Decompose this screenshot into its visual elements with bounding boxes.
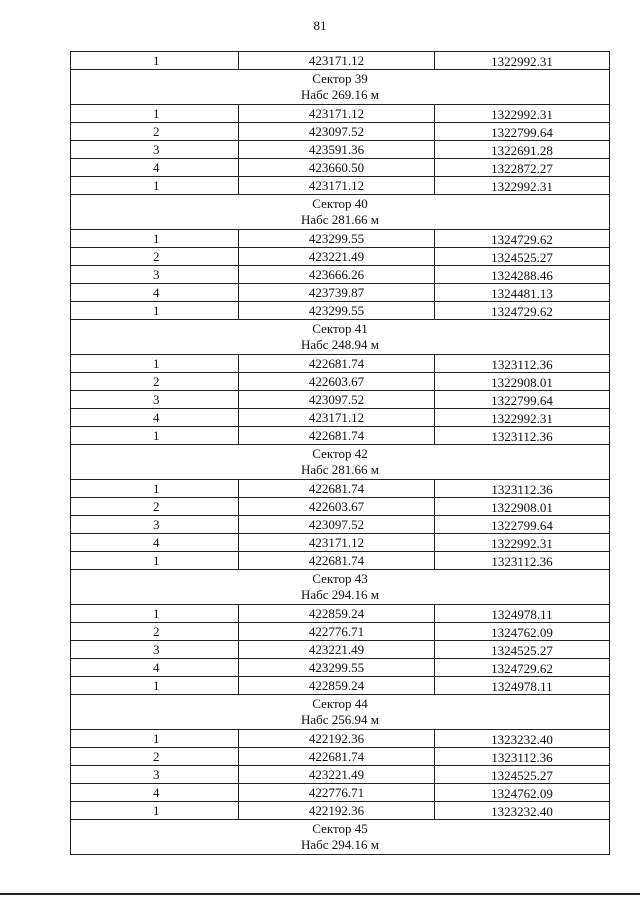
y-coordinate-cell: 1324978.11 [435,605,610,623]
y-coordinate-cell: 1324288.46 [435,266,610,284]
sector-header [71,195,610,230]
x-coordinate-cell: 423171.12 [239,534,435,552]
point-number-cell: 4 [71,409,239,427]
sector-header [71,445,610,480]
x-coordinate-cell: 422776.71 [239,784,435,802]
x-coordinate-cell: 423171.12 [239,105,435,123]
table-row [71,123,610,141]
y-coordinate-cell: 1324762.09 [435,784,610,802]
sector-header [71,70,610,105]
sector-title: Сектор 41 [312,321,368,336]
x-coordinate-cell: 423660.50 [239,159,435,177]
table-row [71,730,610,748]
y-coordinate-cell: 1322691.28 [435,141,610,159]
point-number-cell: 1 [71,302,239,320]
y-coordinate-cell: 1324762.09 [435,623,610,641]
y-coordinate-cell: 1324729.62 [435,230,610,248]
sector-header [71,695,610,730]
table-row [71,677,610,695]
table-row [71,784,610,802]
point-number-cell: 4 [71,659,239,677]
table-row [71,355,610,373]
y-coordinate-cell: 1322992.31 [435,177,610,195]
y-coordinate-cell: 1322908.01 [435,373,610,391]
table-row [71,284,610,302]
y-coordinate-cell: 1323232.40 [435,802,610,820]
y-coordinate-cell: 1322908.01 [435,498,610,516]
x-coordinate-cell: 423171.12 [239,177,435,195]
y-coordinate-cell: 1324729.62 [435,659,610,677]
sector-height: Набс 248.94 м [300,337,380,352]
table-row [71,605,610,623]
x-coordinate-cell: 423739.87 [239,284,435,302]
table-row [71,498,610,516]
y-coordinate-cell: 1324978.11 [435,677,610,695]
table-row [71,266,610,284]
x-coordinate-cell: 422681.74 [239,480,435,498]
sector-title: Сектор 45 [312,821,368,836]
x-coordinate-cell: 422681.74 [239,427,435,445]
point-number-cell: 1 [71,552,239,570]
point-number-cell: 2 [71,373,239,391]
point-number-cell: 2 [71,623,239,641]
table-row [71,141,610,159]
y-coordinate-cell: 1324525.27 [435,766,610,784]
page-bottom-edge [0,893,640,895]
x-coordinate-cell: 422192.36 [239,730,435,748]
table-row [71,480,610,498]
point-number-cell: 1 [71,355,239,373]
table-row [71,409,610,427]
x-coordinate-cell: 423097.52 [239,123,435,141]
sector-header [71,570,610,605]
point-number-cell: 4 [71,284,239,302]
point-number-cell: 4 [71,159,239,177]
table-row [71,427,610,445]
point-number-cell: 3 [71,641,239,659]
sector-header-row [71,195,610,230]
y-coordinate-cell: 1323112.36 [435,355,610,373]
y-coordinate-cell: 1322799.64 [435,391,610,409]
y-coordinate-cell: 1322799.64 [435,123,610,141]
x-coordinate-cell: 423171.12 [239,52,435,70]
point-number-cell: 3 [71,266,239,284]
y-coordinate-cell: 1322799.64 [435,516,610,534]
x-coordinate-cell: 423221.49 [239,766,435,784]
point-number-cell: 1 [71,105,239,123]
table-row [71,52,610,70]
point-number-cell: 3 [71,766,239,784]
x-coordinate-cell: 422859.24 [239,677,435,695]
y-coordinate-cell: 1322992.31 [435,52,610,70]
sector-title: Сектор 44 [312,696,368,711]
table-row [71,105,610,123]
x-coordinate-cell: 422859.24 [239,605,435,623]
table-row [71,391,610,409]
x-coordinate-cell: 422603.67 [239,498,435,516]
y-coordinate-cell: 1323112.36 [435,748,610,766]
coordinates-table [70,51,610,855]
y-coordinate-cell: 1322992.31 [435,534,610,552]
table-row [71,641,610,659]
x-coordinate-cell: 423666.26 [239,266,435,284]
table-row [71,516,610,534]
table-row [71,623,610,641]
point-number-cell: 3 [71,391,239,409]
table-row [71,552,610,570]
point-number-cell: 4 [71,784,239,802]
table-row [71,230,610,248]
table-row [71,302,610,320]
sector-header-row [71,570,610,605]
point-number-cell: 3 [71,516,239,534]
table-row [71,659,610,677]
x-coordinate-cell: 423299.55 [239,230,435,248]
point-number-cell: 4 [71,534,239,552]
sector-title: Сектор 40 [312,196,368,211]
y-coordinate-cell: 1323112.36 [435,480,610,498]
sector-header-row [71,70,610,105]
point-number-cell: 1 [71,677,239,695]
y-coordinate-cell: 1324729.62 [435,302,610,320]
y-coordinate-cell: 1322872.27 [435,159,610,177]
point-number-cell: 2 [71,748,239,766]
sector-height: Набс 281.66 м [300,462,380,477]
x-coordinate-cell: 423591.36 [239,141,435,159]
point-number-cell: 3 [71,141,239,159]
x-coordinate-cell: 423221.49 [239,248,435,266]
point-number-cell: 1 [71,427,239,445]
y-coordinate-cell: 1323112.36 [435,552,610,570]
sector-title: Сектор 43 [312,571,368,586]
table-row [71,748,610,766]
sector-header-row [71,820,610,855]
point-number-cell: 1 [71,230,239,248]
x-coordinate-cell: 423221.49 [239,641,435,659]
table-row [71,159,610,177]
y-coordinate-cell: 1323112.36 [435,427,610,445]
table-row [71,248,610,266]
x-coordinate-cell: 423097.52 [239,516,435,534]
sector-title: Сектор 42 [312,446,368,461]
x-coordinate-cell: 422603.67 [239,373,435,391]
coordinates-table-body [71,52,610,855]
y-coordinate-cell: 1324481.13 [435,284,610,302]
x-coordinate-cell: 422681.74 [239,748,435,766]
x-coordinate-cell: 422681.74 [239,355,435,373]
x-coordinate-cell: 422776.71 [239,623,435,641]
table-row [71,373,610,391]
table-row [71,177,610,195]
sector-header-row [71,320,610,355]
point-number-cell: 2 [71,248,239,266]
sector-height: Набс 256.94 м [300,712,380,727]
y-coordinate-cell: 1322992.31 [435,409,610,427]
x-coordinate-cell: 423097.52 [239,391,435,409]
table-row [71,766,610,784]
point-number-cell: 1 [71,480,239,498]
sector-title: Сектор 39 [312,71,368,86]
point-number-cell: 1 [71,52,239,70]
table-row [71,534,610,552]
sector-header [71,320,610,355]
x-coordinate-cell: 423299.55 [239,302,435,320]
sector-header-row [71,695,610,730]
point-number-cell: 2 [71,498,239,516]
sector-height: Набс 294.16 м [300,837,380,852]
x-coordinate-cell: 422681.74 [239,552,435,570]
y-coordinate-cell: 1323232.40 [435,730,610,748]
x-coordinate-cell: 422192.36 [239,802,435,820]
y-coordinate-cell: 1322992.31 [435,105,610,123]
point-number-cell: 2 [71,123,239,141]
point-number-cell: 1 [71,605,239,623]
sector-header [71,820,610,855]
point-number-cell: 1 [71,802,239,820]
sector-header-row [71,445,610,480]
x-coordinate-cell: 423299.55 [239,659,435,677]
point-number-cell: 1 [71,730,239,748]
page-number: 81 [313,18,327,33]
table-row [71,802,610,820]
sector-height: Набс 281.66 м [300,212,380,227]
sector-height: Набс 269.16 м [300,87,380,102]
y-coordinate-cell: 1324525.27 [435,248,610,266]
point-number-cell: 1 [71,177,239,195]
x-coordinate-cell: 423171.12 [239,409,435,427]
sector-height: Набс 294.16 м [300,587,380,602]
y-coordinate-cell: 1324525.27 [435,641,610,659]
